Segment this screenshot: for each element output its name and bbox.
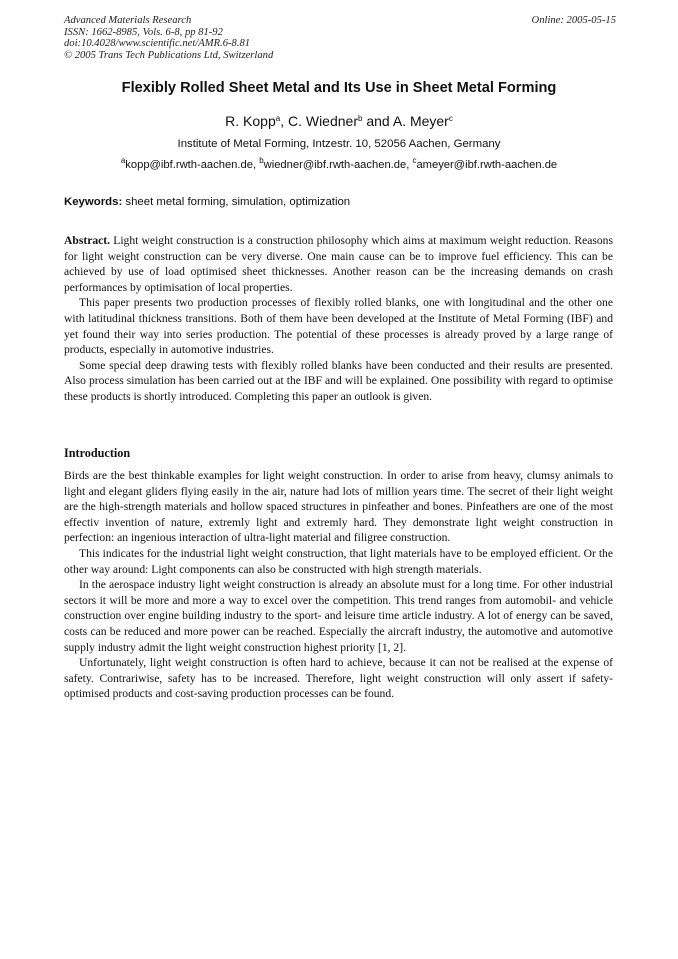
- abstract-label: Abstract.: [64, 234, 111, 247]
- abstract-paragraph: This paper presents two production processes of flexibly rolled blanks, one with longitudinal and the other one with latitudinal thickness transitions. Both of them have been developed at the Institute of Metal Forming (IBF) and yet found their way into series production. The potential of these processes is already proved by a large range of products, especially in automotive industries.: [64, 296, 613, 357]
- email-address[interactable]: wiedner@ibf.rwth-aachen.de: [263, 159, 407, 171]
- issn-line: ISSN: 1662-8985, Vols. 6-8, pp 81-92: [64, 26, 223, 38]
- section-heading: Introduction: [64, 446, 131, 460]
- body-paragraph: This indicates for the industrial light weight construction, that light materials have to be employed efficient. Or the other way around: Light components can also be constructed with high strength materials.: [64, 546, 613, 576]
- body-paragraph: In the aerospace industry light weight construction is already an absolute must for a long time. For other industrial sectors it will be more and more a way to excel over the competition. This trend ranges from automobil- and vehicle construction over engine building industry to the sport- and leisure time article industry. A lot of energy can be saved, costs can be reduced and more power can be reached. Especially the aircraft industry, the automotive and automotive supply industry admit the light weight construction highest priority [1, 2].: [64, 578, 613, 654]
- author-name: A. Meyer: [392, 113, 449, 129]
- keywords-text: sheet metal forming, simulation, optimization: [122, 196, 351, 208]
- paper-title: Flexibly Rolled Sheet Metal and Its Use in Sheet Metal Forming: [121, 80, 557, 96]
- author-sup: c: [448, 114, 453, 123]
- author: R. Kopp$^a$,: [225, 113, 288, 129]
- body-paragraph: Birds are the best thinkable examples for light weight construction. In order to arise from heavy, clumsy animals to light and elegant gliders flying easily in the air, nature had lots of million years time. The secret of their light weight are the high-strength materials and hollow spaced structures in pinfeather and bones. Pinfeathers are one of the most effectiv invention of nature, extremly light and extremly hard. They demonstrate light weight construction in perfection: an ingenious interaction of ultra-light material and filigree construction.: [64, 469, 613, 545]
- keywords-label: Keywords:: [64, 196, 123, 208]
- doi-line: doi:10.4028/www.scientific.net/AMR.6-8.81: [64, 38, 251, 50]
- email-address[interactable]: ameyer@ibf.rwth-aachen.de: [416, 159, 558, 171]
- copyright-line: © 2005 Trans Tech Publications Ltd, Switzerland: [64, 49, 274, 61]
- email-sup: b: [259, 156, 264, 165]
- abstract-paragraph: Some special deep drawing tests with flexibly rolled blanks have been conducted and their results are presented. Also process simulation has been carried out at the IBF and will be explained. One possibility with regard to optimise these products is shortly introduced. Completing this paper an outlook is given.: [64, 358, 613, 403]
- keywords: [64, 196, 616, 208]
- email-address[interactable]: kopp@ibf.rwth-aachen.de: [125, 159, 253, 171]
- author-name: R. Kopp: [225, 113, 276, 129]
- email-sup: c: [412, 156, 417, 165]
- journal-name: Advanced Materials Research: [64, 15, 192, 26]
- author: C. Wiedner$^b$ and: [287, 113, 393, 129]
- online-date: Online: 2005-05-15: [531, 15, 616, 26]
- abstract: [64, 233, 613, 405]
- author-sup: a: [275, 114, 281, 123]
- abstract-paragraph: Abstract. Light weight construction is a construction philosophy which aims at maximum weight reduction. Reasons for light weight construction can be very diverse. One main cause can be to improve fuel efficiency. This can be achieved by use of load optimised sheet thicknesses. Another reason can be the increasing demands on crash performances by optimisation of local properties.: [64, 234, 613, 294]
- email-list: $^a$kopp@ibf.rwth-aachen.de, $^b$wiedner@ibf.rwth-aachen.de, $^c$ameyer@ibf.rwth-aachen.de: [120, 156, 558, 171]
- affiliation: Institute of Metal Forming, Intzestr. 10, 52056 Aachen, Germany: [177, 138, 501, 150]
- author-sup: b: [358, 114, 363, 123]
- introduction-body: [64, 468, 613, 702]
- body-paragraph: Unfortunately, light weight construction is often hard to achieve, because it can not be realised at the expense of safety. Contrariwise, safety has to be increased. Therefore, light weight construction will only assert if safety-optimised products and cost-saving production processes can be found.: [64, 656, 613, 701]
- author: [393, 113, 453, 129]
- email-sup: a: [120, 156, 126, 165]
- journal-header: [64, 15, 616, 61]
- author-list: [40, 113, 638, 129]
- author-name: C. Wiedner: [287, 113, 358, 129]
